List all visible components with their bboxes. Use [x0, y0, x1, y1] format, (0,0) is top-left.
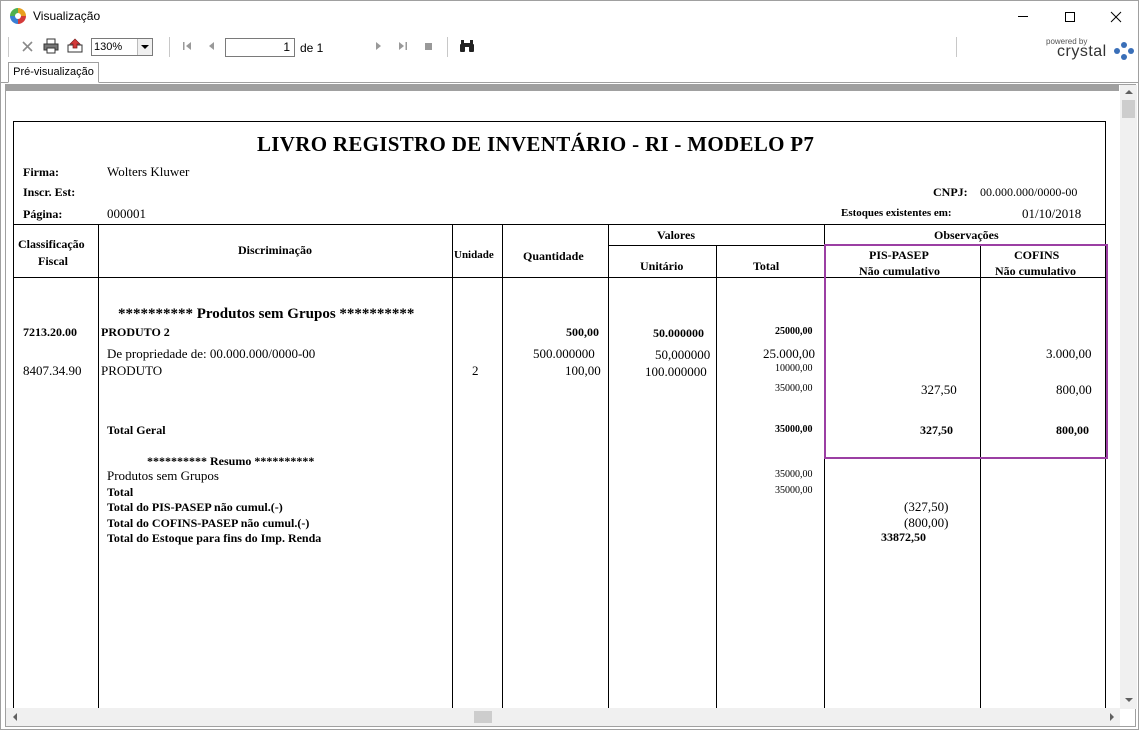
next-page-button[interactable]: [371, 38, 387, 54]
zoom-select[interactable]: [91, 38, 153, 56]
window-title: Visualização: [33, 9, 101, 23]
logo-powered-by: powered by: [1046, 37, 1088, 46]
search-button[interactable]: [459, 38, 475, 54]
resumo-label: Total do PIS-PASEP não cumul.(-): [107, 500, 283, 514]
row-total: 35000,00: [775, 383, 813, 394]
observacoes-highlight: [824, 244, 1108, 459]
horizontal-scroll-thumb[interactable]: [474, 711, 492, 723]
header-quantidade: Quantidade: [523, 249, 584, 263]
cnpj-value: 00.000.000/0000-00: [980, 185, 1078, 199]
resumo-value: 33872,50: [881, 530, 926, 544]
horizontal-scrollbar[interactable]: [6, 708, 1120, 726]
close-button[interactable]: [1093, 1, 1139, 32]
page-border-top: [13, 121, 1106, 122]
page-number-input[interactable]: 1: [225, 38, 295, 57]
col-divider: [502, 224, 503, 708]
previous-page-button[interactable]: [203, 38, 219, 54]
maximize-button[interactable]: [1047, 1, 1093, 32]
col-divider: [452, 224, 453, 708]
minimize-icon: [1018, 16, 1028, 17]
row-unitario: 50.000000: [653, 326, 704, 340]
pagina-label: Página:: [23, 207, 63, 221]
header-unitario: Unitário: [640, 259, 684, 273]
last-page-icon: [398, 41, 408, 51]
page-border-left: [13, 121, 14, 708]
header-cofins-nao-cumulativo: Não cumulativo: [995, 264, 1076, 278]
header-cofins: COFINS: [1014, 248, 1060, 262]
resumo-value: (327,50): [904, 499, 949, 514]
total-geral-cofins: 800,00: [1056, 423, 1089, 437]
tab-strip: [1, 61, 1138, 83]
resumo-label: Total do COFINS-PASEP não cumul.(-): [107, 516, 310, 530]
last-page-button[interactable]: [395, 38, 411, 54]
resumo-title: ********** Resumo **********: [147, 454, 315, 468]
export-icon: [67, 38, 83, 54]
zoom-value: 130%: [94, 41, 123, 53]
app-icon: [10, 8, 26, 24]
firma-value: Wolters Kluwer: [107, 164, 190, 179]
export-button[interactable]: [67, 38, 83, 54]
row-cofins: 3.000,00: [1046, 346, 1092, 361]
chevron-down-icon[interactable]: [137, 39, 152, 55]
binoculars-icon: [459, 39, 475, 53]
estoques-label: Estoques existentes em:: [841, 207, 952, 219]
pagina-value: 000001: [107, 206, 146, 221]
header-top-line: [13, 224, 1106, 225]
crystal-dots-icon: [1114, 42, 1134, 60]
row-quantidade: 500.000000: [533, 346, 595, 361]
row-classificacao: 8407.34.90: [23, 363, 82, 378]
header-discriminacao: Discriminação: [238, 243, 312, 257]
group-title: ********** Produtos sem Grupos **********: [118, 306, 415, 322]
first-page-icon: [182, 41, 192, 51]
resumo-label: Total: [107, 485, 134, 499]
toolbar-separator: [169, 37, 170, 57]
firma-label: Firma:: [23, 165, 59, 179]
toolbar-separator: [447, 37, 448, 57]
title-bar: [1, 1, 1138, 32]
row-unitario: 100.000000: [645, 364, 707, 379]
toolbar-separator: [956, 37, 957, 57]
row-discriminacao: De propriedade de: 00.000.000/0000-00: [107, 346, 316, 361]
resumo-value: 35000,00: [775, 485, 813, 496]
row-classificacao: 7213.20.00: [23, 325, 77, 339]
printer-icon: [43, 38, 59, 54]
stop-icon: [423, 41, 433, 51]
tab-preview[interactable]: Pré-visualização: [8, 62, 99, 83]
cnpj-label: CNPJ:: [933, 185, 968, 199]
toolbar: [1, 33, 1138, 61]
toolbar-grip: [8, 37, 9, 57]
maximize-icon: [1065, 12, 1075, 22]
resumo-value: (800,00): [904, 515, 949, 530]
col-divider: [608, 224, 609, 708]
row-total: 25.000,00: [763, 346, 815, 361]
header-pis-pasep: PIS-PASEP: [869, 248, 929, 262]
scroll-up-icon[interactable]: [1120, 85, 1137, 99]
row-total: 25000,00: [775, 326, 813, 337]
scroll-right-icon[interactable]: [1103, 708, 1120, 726]
row-quantidade: 500,00: [566, 325, 599, 339]
col-divider: [716, 245, 717, 708]
row-discriminacao: PRODUTO: [101, 363, 163, 378]
minimize-button[interactable]: [1000, 1, 1046, 32]
close-icon: [1110, 11, 1122, 23]
row-cofins: 800,00: [1056, 382, 1092, 397]
scroll-down-icon[interactable]: [1120, 693, 1137, 707]
vertical-scrollbar[interactable]: [1120, 85, 1137, 709]
close-report-icon: [22, 41, 33, 52]
print-button[interactable]: [43, 38, 59, 54]
header-pis-nao-cumulativo: Não cumulativo: [859, 264, 940, 278]
resumo-label: Total do Estoque para fins do Imp. Renda: [107, 531, 322, 545]
first-page-button[interactable]: [179, 38, 195, 54]
row-pis: 327,50: [921, 382, 957, 397]
header-valores: Valores: [657, 228, 696, 242]
scroll-left-icon[interactable]: [6, 708, 23, 726]
logo-crystal: crystal: [1057, 43, 1107, 60]
header-observacoes: Observações: [934, 228, 999, 242]
total-geral-label: Total Geral: [107, 423, 166, 437]
stop-button[interactable]: [420, 38, 436, 54]
total-geral-pis: 327,50: [920, 423, 953, 437]
total-geral-total: 35000,00: [775, 424, 813, 435]
header-total: Total: [753, 259, 780, 273]
inscr-label: Inscr. Est:: [23, 185, 76, 199]
previous-page-icon: [206, 41, 216, 51]
crystal-logo: [1044, 37, 1134, 61]
col-divider: [98, 224, 99, 708]
row-total: 10000,00: [775, 363, 813, 374]
row-discriminacao: PRODUTO 2: [101, 325, 170, 339]
row-unidade: 2: [472, 363, 479, 378]
report-title: LIVRO REGISTRO DE INVENTÁRIO - RI - MODELO P7: [257, 132, 815, 156]
close-report-button[interactable]: [19, 38, 35, 54]
row-quantidade: 100,00: [565, 363, 601, 378]
page-count: de 1: [300, 41, 324, 55]
resumo-value: 35000,00: [775, 469, 813, 480]
row-unitario: 50,000000: [655, 347, 711, 362]
resumo-label: Produtos sem Grupos: [107, 468, 219, 483]
next-page-icon: [374, 41, 384, 51]
header-classificacao: Classificação: [18, 237, 85, 251]
header-unidade: Unidade: [454, 249, 494, 261]
viewer-top-border: [6, 85, 1119, 91]
header-fiscal: Fiscal: [38, 254, 68, 268]
estoques-value: 01/10/2018: [1022, 206, 1082, 221]
vertical-scroll-thumb[interactable]: [1122, 100, 1135, 118]
